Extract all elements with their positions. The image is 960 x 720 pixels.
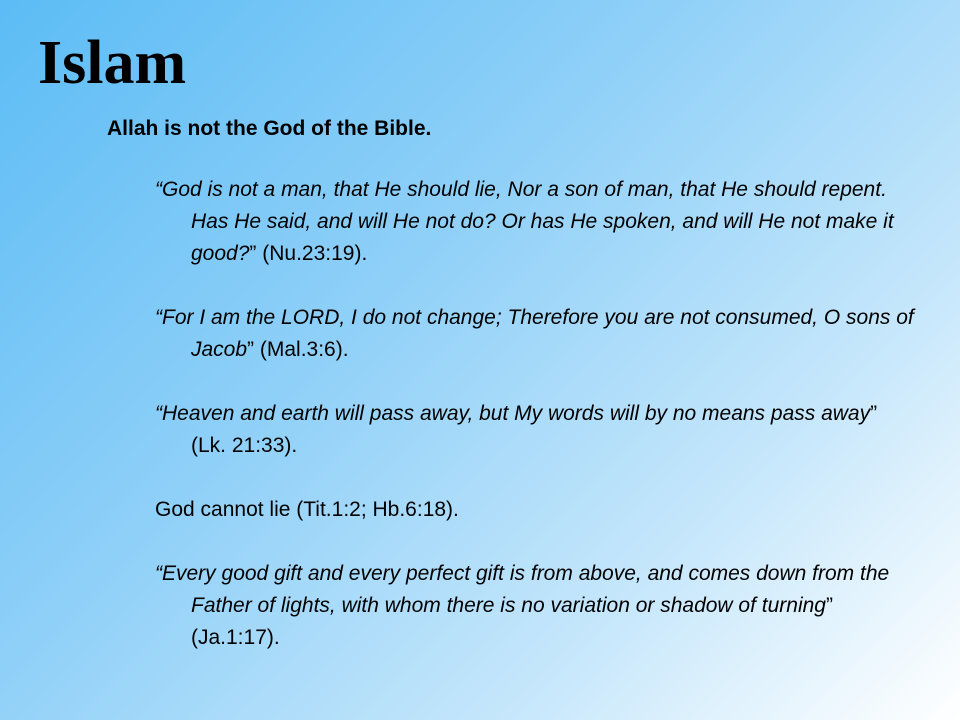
scripture-reference: (Mal.3:6). bbox=[259, 338, 349, 361]
close-quote-mark: ” bbox=[825, 594, 833, 617]
scripture-reference: (Ja.1:17). bbox=[191, 626, 280, 649]
open-quote-mark: “ bbox=[155, 402, 162, 425]
close-quote-mark: ” bbox=[247, 338, 260, 361]
slide-subtitle: Allah is not the God of the Bible. bbox=[107, 117, 432, 140]
quote-text: Heaven and earth will pass away, but My words will by no means pass away bbox=[162, 402, 871, 425]
scripture-list bbox=[155, 174, 915, 654]
scripture-paragraph bbox=[155, 494, 915, 526]
open-quote-mark: “ bbox=[155, 562, 162, 585]
quote-text: For I am the LORD, I do not change; Therefore you are not consumed, O sons of Jacob bbox=[162, 306, 914, 361]
scripture-reference: (Nu.23:19). bbox=[262, 242, 368, 265]
scripture-reference: (Lk. 21:33). bbox=[191, 434, 298, 457]
quote-text: God is not a man, that He should lie, Nor a son of man, that He should repent. Has He said, and will He not do? Or has He spoken, and will He not make it good? bbox=[162, 178, 894, 265]
quote-text: Every good gift and every perfect gift is from above, and comes down from the Father of lights, with whom there is no variation or shadow of turning bbox=[162, 562, 890, 617]
open-quote-mark: “ bbox=[155, 178, 162, 201]
close-quote-mark: ” bbox=[870, 402, 878, 425]
open-quote-mark: “ bbox=[155, 306, 162, 329]
slide-title: Islam bbox=[38, 29, 187, 97]
close-quote-mark: ” bbox=[249, 242, 263, 265]
scripture-paragraph bbox=[155, 302, 915, 366]
scripture-paragraph bbox=[155, 558, 915, 654]
scripture-paragraph bbox=[155, 398, 915, 462]
scripture-paragraph bbox=[155, 174, 915, 270]
plain-statement: God cannot lie (Tit.1:2; Hb.6:18). bbox=[155, 498, 459, 521]
